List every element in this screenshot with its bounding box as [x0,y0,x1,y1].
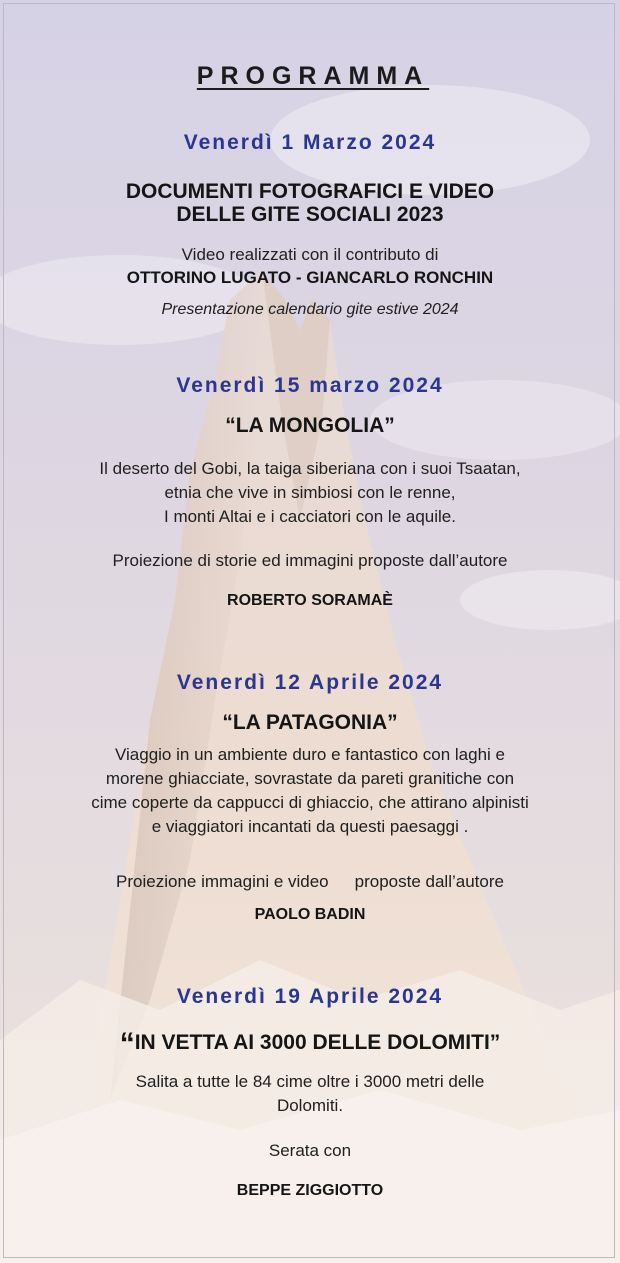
event-1-heading-line-2: DELLE GITE SOCIALI 2023 [176,203,444,226]
event-2-description-line-2: etnia che vive in simbiosi con le renne, [164,483,456,502]
event-1-authors: OTTORINO LUGATO - GIANCARLO RONCHIN [126,268,494,287]
event-4-heading-open-quote: “ [119,1027,135,1060]
event-3-heading: “LA PATAGONIA” [222,711,398,734]
event-1-date: Venerdì 1 Marzo 2024 [183,131,437,154]
event-3-description-line-4: e viaggiatori incantati da questi paesaggi . [151,817,469,836]
event-3-note-part-2: proposte dall’autore [354,872,504,891]
event-3-description-line-3: cime coperte da cappucci di ghiaccio, che attirano alpinisti [91,793,529,812]
event-4-heading [0,1027,620,1060]
event-3-note-part-1: Proiezione immagini e video [116,872,329,891]
event-3-author: PAOLO BADIN [254,906,366,923]
event-2-description-line-3: I monti Altai e i cacciatori con le aquile. [164,507,456,526]
event-2-note: Proiezione di storie ed immagini proposte dall’autore [112,551,508,570]
event-2-description-line-1: Il deserto del Gobi, la taiga siberiana con i suoi Tsaatan, [99,459,521,478]
event-1-extra: Presentazione calendario gite estive 2024 [161,301,459,318]
event-4-note: Serata con [268,1141,352,1160]
event-3-description-line-1: Viaggio in un ambiente duro e fantastico con laghi e [114,745,505,764]
event-4-description-line-1: Salita a tutte le 84 cime oltre i 3000 metri delle [135,1072,485,1091]
event-1-heading-line-1: DOCUMENTI FOTOGRAFICI E VIDEO [125,180,495,203]
event-3-date: Venerdì 12 Aprile 2024 [176,671,444,694]
event-2-author: ROBERTO SORAMAÈ [227,592,393,609]
event-3-note [0,871,620,893]
event-4-author: BEPPE ZIGGIOTTO [236,1182,384,1199]
event-2-heading: “LA MONGOLIA” [225,414,395,437]
event-1-note: Video realizzati con il contributo di [181,245,439,264]
event-4-description-line-2: Dolomiti. [276,1096,344,1115]
event-2-date: Venerdì 15 marzo 2024 [176,374,444,397]
event-3-description-line-2: morene ghiacciate, sovrastate da pareti granitiche con [105,769,515,788]
event-4-heading-text: IN VETTA AI 3000 DELLE DOLOMITI” [134,1031,501,1054]
event-4-date: Venerdì 19 Aprile 2024 [176,985,444,1008]
page-title: PROGRAMMA [196,62,430,90]
